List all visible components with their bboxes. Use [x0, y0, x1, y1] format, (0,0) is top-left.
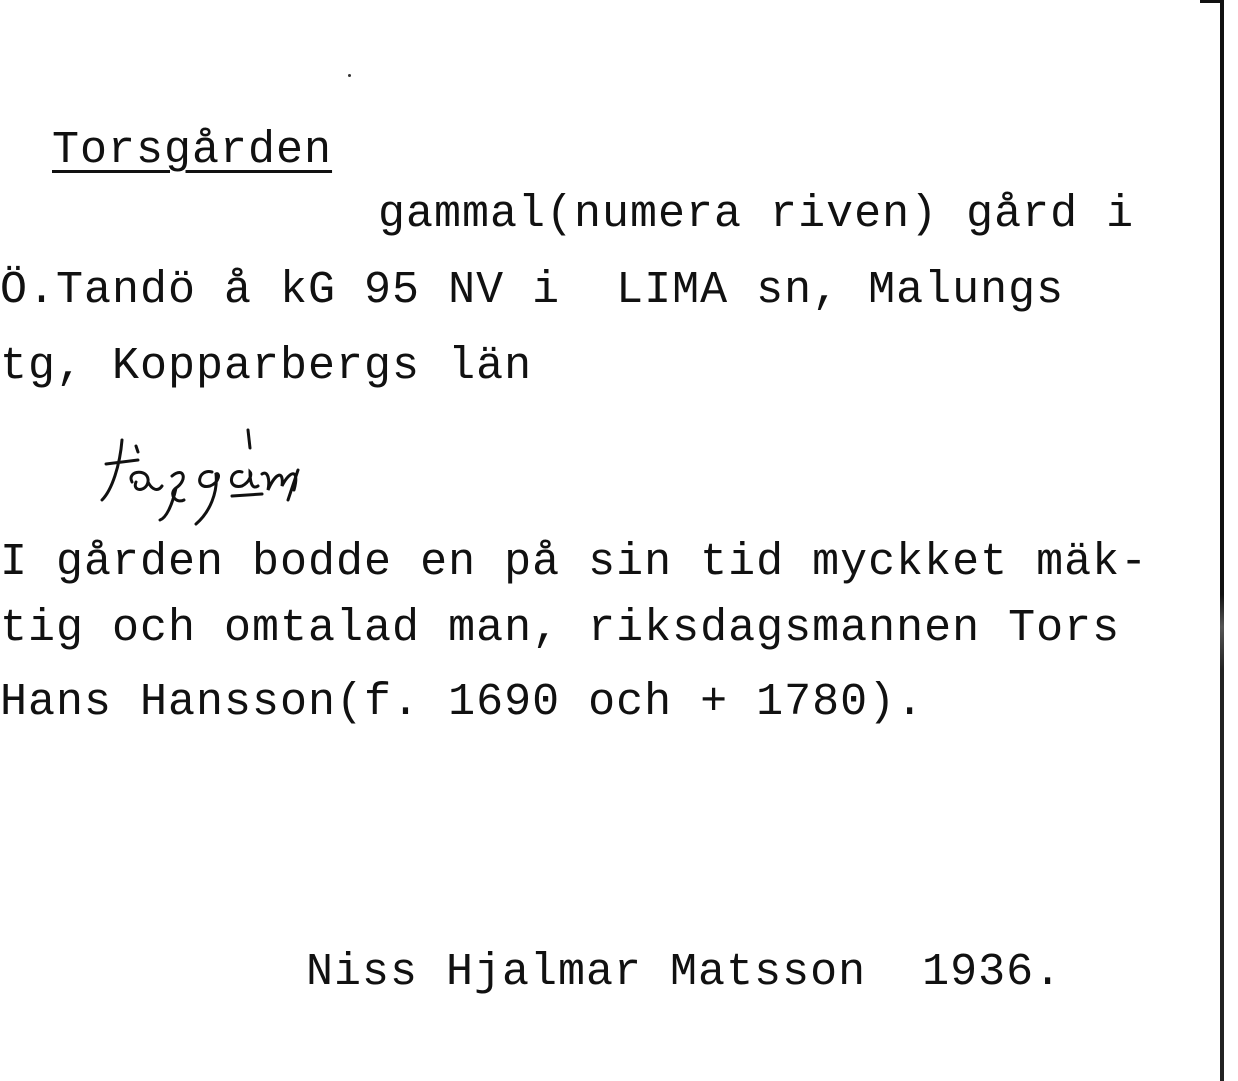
- ink-speck: [348, 74, 351, 77]
- card-right-edge: [1220, 0, 1224, 1081]
- description-line-1: gammal(numera riven) gård i: [378, 189, 1135, 240]
- body-line-2: tig och omtalad man, riksdagsmannen Tors: [0, 603, 1121, 654]
- handwritten-pronunciation: [92, 420, 362, 530]
- body-line-3: Hans Hansson(f. 1690 och + 1780).: [0, 677, 925, 728]
- card-top-corner: [1200, 0, 1224, 3]
- description-line-3: tg, Kopparbergs län: [0, 341, 533, 392]
- description-line-2: Ö.Tandö å kG 95 NV i LIMA sn, Malungs: [0, 265, 1065, 316]
- card-title: Torsgården: [52, 125, 333, 176]
- body-line-1: I gården bodde en på sin tid myckket mäk-: [0, 537, 1149, 588]
- signature-line: Niss Hjalmar Matsson 1936.: [306, 947, 1063, 998]
- handwritten-text: tåsgåm: [92, 420, 96, 421]
